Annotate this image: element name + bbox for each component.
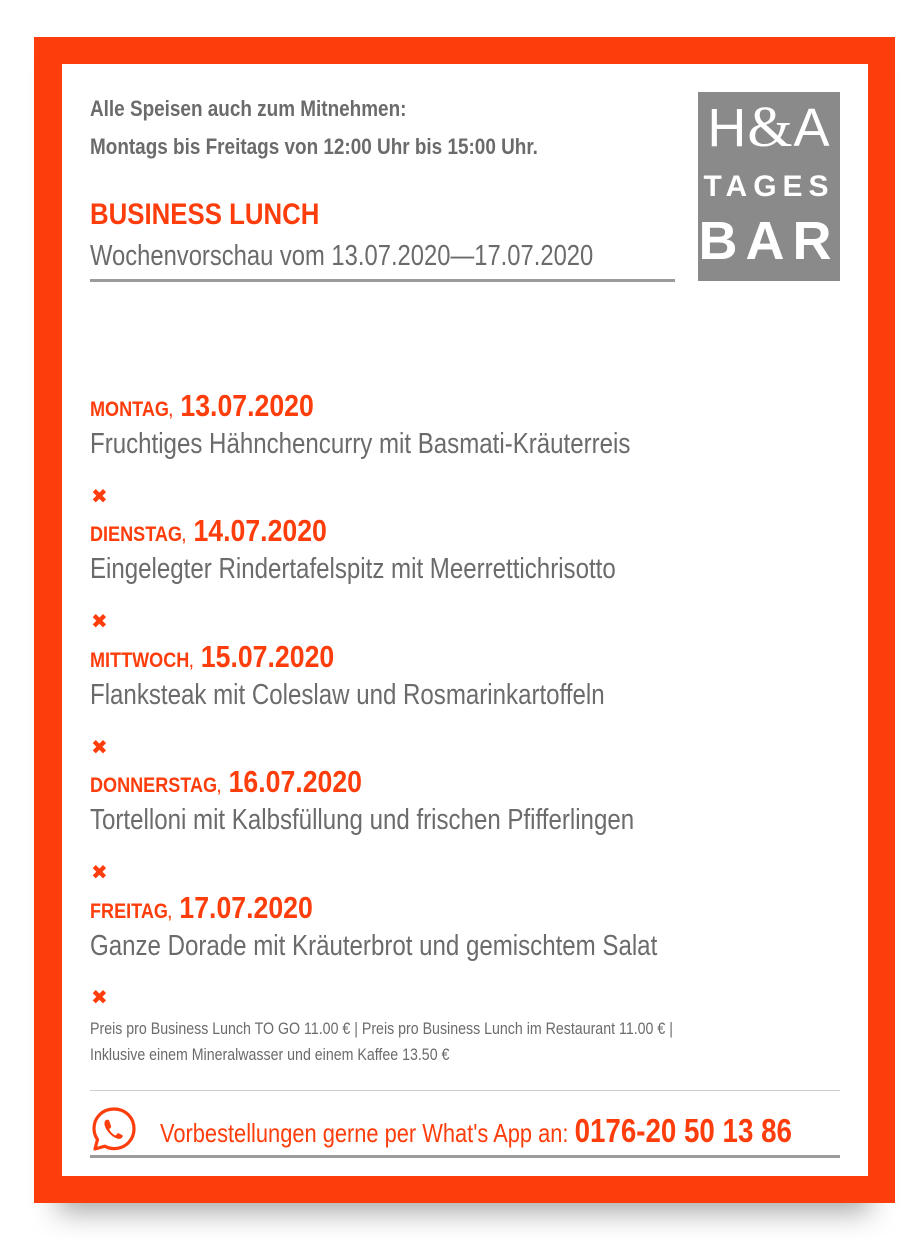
bottom-divider bbox=[90, 1155, 840, 1158]
dish-description: Ganze Dorade mit Kräuterbrot und gemischtem Salat bbox=[90, 930, 658, 962]
separator-x-icon: ✖ bbox=[91, 486, 108, 508]
day-header: DIENSTAG, 14.07.2020 bbox=[90, 513, 327, 548]
separator-x-icon: ✖ bbox=[91, 737, 108, 759]
logo-bar: BAR bbox=[698, 211, 840, 271]
separator-x-icon: ✖ bbox=[91, 611, 108, 633]
day-header: FREITAG, 17.07.2020 bbox=[90, 890, 313, 925]
dish-description: Eingelegter Rindertafelspitz mit Meerrettichrisotto bbox=[90, 553, 616, 585]
day-date: 17.07.2020 bbox=[179, 890, 313, 925]
day-header: DONNERSTAG, 16.07.2020 bbox=[90, 764, 363, 799]
header-divider bbox=[90, 279, 675, 282]
day-name: DONNERSTAG bbox=[90, 774, 218, 797]
dish-description: Tortelloni mit Kalbsfüllung und frischen Pfifferlingen bbox=[90, 804, 635, 836]
price-info bbox=[90, 1016, 673, 1068]
day-name: MITTWOCH bbox=[90, 649, 190, 672]
day-date: 14.07.2020 bbox=[193, 513, 327, 548]
day-wednesday bbox=[90, 639, 710, 712]
order-label: Vorbestellungen gerne per What's App an: bbox=[160, 1118, 575, 1148]
price-line2: Inklusive einem Mineralwasser und einem Kaffee 13.50 € bbox=[90, 1046, 450, 1064]
day-name: DIENSTAG bbox=[90, 523, 182, 546]
day-header: MONTAG, 13.07.2020 bbox=[90, 388, 314, 423]
day-monday bbox=[90, 388, 741, 461]
week-preview-subtitle: Wochenvorschau vom 13.07.2020—17.07.2020 bbox=[90, 240, 594, 272]
page-title: BUSINESS LUNCH bbox=[90, 198, 320, 231]
separator-x-icon: ✖ bbox=[91, 987, 108, 1009]
phone-number[interactable]: 0176-20 50 13 86 bbox=[574, 1112, 792, 1149]
whatsapp-icon bbox=[90, 1105, 138, 1153]
order-info bbox=[160, 1112, 792, 1150]
day-date: 15.07.2020 bbox=[200, 639, 335, 674]
day-date: 16.07.2020 bbox=[228, 764, 363, 799]
ha-tagesbar-logo bbox=[698, 92, 840, 281]
logo-ha: H&A bbox=[707, 94, 831, 159]
day-thursday bbox=[90, 764, 746, 837]
day-header: MITTWOCH, 15.07.2020 bbox=[90, 639, 335, 674]
price-line1: Preis pro Business Lunch TO GO 11.00 € | Preis pro Business Lunch im Restaurant 11.00 € | bbox=[90, 1020, 673, 1038]
pickup-info-line1: Alle Speisen auch zum Mitnehmen: bbox=[90, 96, 407, 121]
pickup-info bbox=[90, 90, 538, 166]
day-name: MONTAG bbox=[90, 398, 169, 421]
dish-description: Flanksteak mit Coleslaw und Rosmarinkartoffeln bbox=[90, 679, 605, 711]
day-name: FREITAG bbox=[90, 900, 168, 923]
day-friday bbox=[90, 890, 773, 963]
day-tuesday bbox=[90, 513, 723, 586]
separator-x-icon: ✖ bbox=[91, 862, 108, 884]
day-date: 13.07.2020 bbox=[180, 388, 314, 423]
footer-divider bbox=[90, 1090, 840, 1091]
dish-description: Fruchtiges Hähnchencurry mit Basmati-Kräuterreis bbox=[90, 428, 631, 460]
pickup-info-line2: Montags bis Freitags von 12:00 Uhr bis 15:00 Uhr. bbox=[90, 134, 538, 159]
logo-tages: TAGES bbox=[703, 170, 835, 203]
